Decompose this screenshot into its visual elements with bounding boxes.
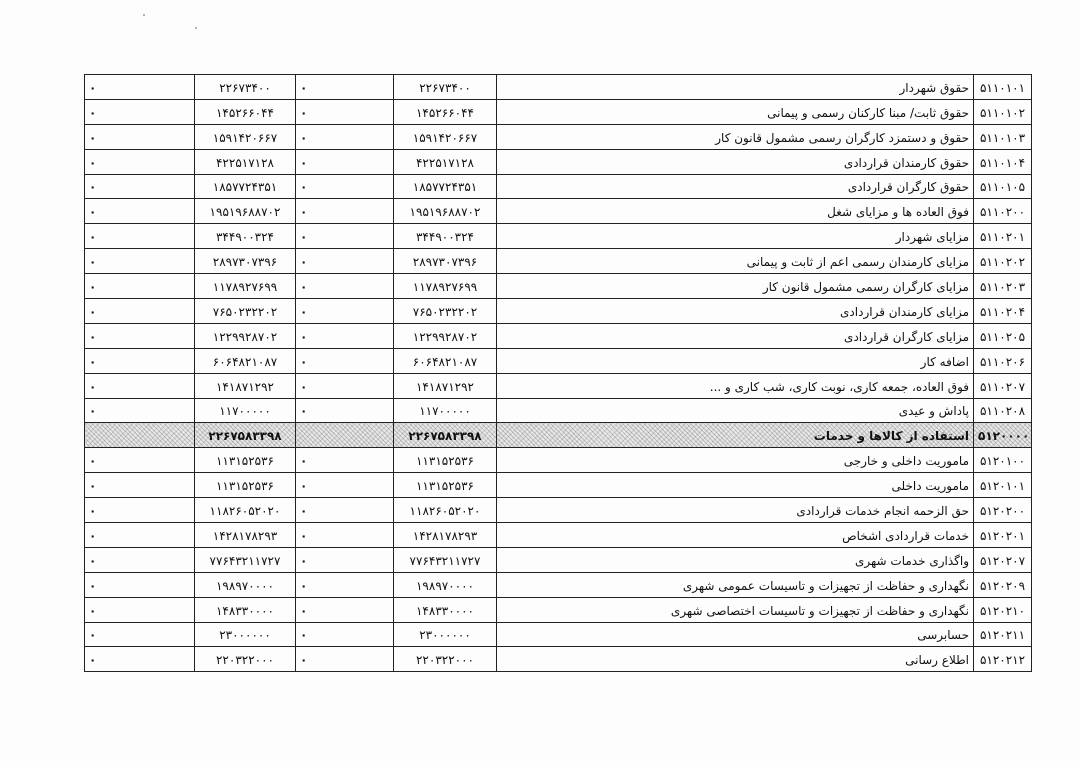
zero-value-cell: ۰ xyxy=(296,274,394,299)
zero-value-cell: ۰ xyxy=(85,348,195,373)
ledger-row xyxy=(85,299,1032,324)
ledger-row xyxy=(85,124,1032,149)
amount-cell: ۱۹۸۹۷۰۰۰۰ xyxy=(394,572,497,597)
account-code-cell: ۵۱۲۰۲۰۹ xyxy=(974,572,1032,597)
description-cell: حسابرسی xyxy=(497,622,974,647)
description-cell: خدمات قراردادی اشخاص xyxy=(497,523,974,548)
account-code-cell: ۵۱۱۰۱۰۲ xyxy=(974,99,1032,124)
zero-value-cell: ۰ xyxy=(296,373,394,398)
description-cell: حق الزحمه انجام خدمات قراردادی xyxy=(497,498,974,523)
amount-cell: ۶۰۶۴۸۲۱۰۸۷ xyxy=(394,348,497,373)
amount-cell: ۱۱۳۱۵۲۵۳۶ xyxy=(394,473,497,498)
amount-cell: ۱۱۸۲۶۰۵۲۰۲۰ xyxy=(195,498,296,523)
account-code-cell: ۵۱۱۰۲۰۴ xyxy=(974,299,1032,324)
amount-cell: ۷۷۶۴۳۲۱۱۷۲۷ xyxy=(195,547,296,572)
zero-value-cell: ۰ xyxy=(296,174,394,199)
amount-cell: ۱۸۵۷۷۲۴۳۵۱ xyxy=(394,174,497,199)
zero-value-cell: ۰ xyxy=(296,448,394,473)
amount-cell: ۱۱۳۱۵۲۵۳۶ xyxy=(195,448,296,473)
account-code-cell: ۵۱۲۰۲۰۷ xyxy=(974,547,1032,572)
amount-cell: ۱۴۵۲۶۶۰۴۴ xyxy=(394,99,497,124)
amount-cell: ۱۸۵۷۷۲۴۳۵۱ xyxy=(195,174,296,199)
amount-cell: ۱۱۸۲۶۰۵۲۰۲۰ xyxy=(394,498,497,523)
account-code-cell: ۵۱۱۰۱۰۳ xyxy=(974,124,1032,149)
zero-value-cell: ۰ xyxy=(85,224,195,249)
zero-value-cell: ۰ xyxy=(296,348,394,373)
description-cell: حقوق کارمندان قراردادی xyxy=(497,149,974,174)
ledger-row xyxy=(85,199,1032,224)
ledger-row-subtotal xyxy=(85,423,1032,448)
amount-cell: ۱۹۵۱۹۶۸۸۷۰۲ xyxy=(394,199,497,224)
amount-cell: ۲۲۶۷۳۴۰۰ xyxy=(394,75,497,100)
ledger-row xyxy=(85,149,1032,174)
amount-cell: ۶۰۶۴۸۲۱۰۸۷ xyxy=(195,348,296,373)
ledger-row xyxy=(85,373,1032,398)
account-code-cell: ۵۱۱۰۱۰۴ xyxy=(974,149,1032,174)
account-code-cell: ۵۱۲۰۲۱۰ xyxy=(974,597,1032,622)
description-cell: ماموریت داخلی xyxy=(497,473,974,498)
zero-value-cell: ۰ xyxy=(85,498,195,523)
zero-value-cell: ۰ xyxy=(296,323,394,348)
description-cell: مزایای کارگران قراردادی xyxy=(497,323,974,348)
description-cell: نگهداری و حفاظت از تجهیزات و تاسیسات عمومی شهری xyxy=(497,572,974,597)
account-code-cell: ۵۱۲۰۱۰۰ xyxy=(974,448,1032,473)
description-cell: فوق العاده ها و مزایای شغل xyxy=(497,199,974,224)
description-cell: اطلاع رسانی xyxy=(497,647,974,672)
ledger-row xyxy=(85,174,1032,199)
ledger-row xyxy=(85,274,1032,299)
amount-cell: ۱۴۵۲۶۶۰۴۴ xyxy=(195,99,296,124)
zero-value-cell: ۰ xyxy=(85,398,195,423)
zero-value-cell: ۰ xyxy=(85,448,195,473)
amount-cell: ۲۳۰۰۰۰۰۰ xyxy=(195,622,296,647)
amount-cell: ۴۲۲۵۱۷۱۲۸ xyxy=(394,149,497,174)
amount-cell: ۲۸۹۷۳۰۷۳۹۶ xyxy=(195,249,296,274)
account-code-cell: ۵۱۲۰۲۰۰ xyxy=(974,498,1032,523)
amount-cell: ۱۴۱۸۷۱۲۹۲ xyxy=(195,373,296,398)
amount-cell: ۲۲۶۷۵۸۳۳۹۸ xyxy=(394,423,497,448)
ledger-row xyxy=(85,498,1032,523)
zero-value-cell: ۰ xyxy=(85,597,195,622)
amount-cell: ۱۲۲۹۹۲۸۷۰۲ xyxy=(195,323,296,348)
account-code-cell: ۵۱۱۰۲۰۷ xyxy=(974,373,1032,398)
amount-cell: ۲۲۰۳۲۲۰۰۰ xyxy=(394,647,497,672)
account-code-cell: ۵۱۲۰۲۱۲ xyxy=(974,647,1032,672)
account-code-cell: ۵۱۲۰۱۰۱ xyxy=(974,473,1032,498)
amount-cell: ۲۲۶۷۵۸۳۳۹۸ xyxy=(195,423,296,448)
amount-cell: ۱۱۳۱۵۲۵۳۶ xyxy=(195,473,296,498)
ledger-body xyxy=(85,75,1032,672)
amount-cell: ۲۲۰۳۲۲۰۰۰ xyxy=(195,647,296,672)
account-code-cell: ۵۱۱۰۲۰۲ xyxy=(974,249,1032,274)
amount-cell: ۲۲۶۷۳۴۰۰ xyxy=(195,75,296,100)
description-cell: حقوق و دستمزد کارگران رسمی مشمول قانون کار xyxy=(497,124,974,149)
description-cell: واگذاری خدمات شهری xyxy=(497,547,974,572)
amount-cell: ۱۵۹۱۴۲۰۶۶۷ xyxy=(394,124,497,149)
ledger-row xyxy=(85,473,1032,498)
ledger-row xyxy=(85,398,1032,423)
zero-value-cell: ۰ xyxy=(296,597,394,622)
amount-cell: ۱۴۲۸۱۷۸۲۹۳ xyxy=(394,523,497,548)
zero-value-cell: ۰ xyxy=(85,249,195,274)
zero-value-cell: ۰ xyxy=(296,99,394,124)
amount-cell: ۱۱۷۸۹۲۷۶۹۹ xyxy=(394,274,497,299)
ledger-row xyxy=(85,547,1032,572)
ledger-row xyxy=(85,99,1032,124)
account-code-cell: ۵۱۱۰۱۰۵ xyxy=(974,174,1032,199)
amount-cell: ۱۴۸۳۳۰۰۰۰ xyxy=(394,597,497,622)
amount-cell: ۳۴۴۹۰۰۳۲۴ xyxy=(195,224,296,249)
description-cell: حقوق کارگران قراردادی xyxy=(497,174,974,199)
zero-value-cell: ۰ xyxy=(85,199,195,224)
zero-value-cell: ۰ xyxy=(296,523,394,548)
amount-cell: ۱۱۳۱۵۲۵۳۶ xyxy=(394,448,497,473)
amount-cell: ۱۵۹۱۴۲۰۶۶۷ xyxy=(195,124,296,149)
amount-cell: ۱۹۸۹۷۰۰۰۰ xyxy=(195,572,296,597)
zero-value-cell: ۰ xyxy=(296,473,394,498)
description-cell: ماموریت داخلی و خارجی xyxy=(497,448,974,473)
zero-value-cell: ۰ xyxy=(296,572,394,597)
zero-value-cell xyxy=(296,423,394,448)
description-cell: حقوق شهردار xyxy=(497,75,974,100)
account-code-cell: ۵۱۲۰۲۱۱ xyxy=(974,622,1032,647)
amount-cell: ۱۴۸۳۳۰۰۰۰ xyxy=(195,597,296,622)
ledger-row xyxy=(85,224,1032,249)
zero-value-cell: ۰ xyxy=(85,473,195,498)
zero-value-cell: ۰ xyxy=(85,174,195,199)
amount-cell: ۳۴۴۹۰۰۳۲۴ xyxy=(394,224,497,249)
ledger-row xyxy=(85,348,1032,373)
zero-value-cell: ۰ xyxy=(296,249,394,274)
amount-cell: ۱۹۵۱۹۶۸۸۷۰۲ xyxy=(195,199,296,224)
ledger-row xyxy=(85,523,1032,548)
amount-cell: ۱۴۱۸۷۱۲۹۲ xyxy=(394,373,497,398)
description-cell: مزایای کارگران رسمی مشمول قانون کار xyxy=(497,274,974,299)
description-cell: مزایای کارمندان رسمی اعم از ثابت و پیمانی xyxy=(497,249,974,274)
zero-value-cell: ۰ xyxy=(296,149,394,174)
zero-value-cell: ۰ xyxy=(296,398,394,423)
ledger-row xyxy=(85,448,1032,473)
amount-cell: ۱۱۷۰۰۰۰۰ xyxy=(195,398,296,423)
account-code-cell: ۵۱۱۰۲۰۵ xyxy=(974,323,1032,348)
zero-value-cell: ۰ xyxy=(85,323,195,348)
zero-value-cell: ۰ xyxy=(85,647,195,672)
description-cell: استفاده از کالاها و خدمات xyxy=(497,423,974,448)
amount-cell: ۷۶۵۰۲۳۲۲۰۲ xyxy=(195,299,296,324)
zero-value-cell: ۰ xyxy=(296,498,394,523)
zero-value-cell: ۰ xyxy=(296,622,394,647)
zero-value-cell: ۰ xyxy=(85,373,195,398)
ledger-row xyxy=(85,647,1032,672)
zero-value-cell: ۰ xyxy=(85,274,195,299)
zero-value-cell: ۰ xyxy=(296,75,394,100)
zero-value-cell: ۰ xyxy=(296,547,394,572)
scan-speck xyxy=(143,14,145,16)
description-cell: نگهداری و حفاظت از تجهیزات و تاسیسات اختصاصی شهری xyxy=(497,597,974,622)
ledger-row xyxy=(85,572,1032,597)
description-cell: اضافه کار xyxy=(497,348,974,373)
amount-cell: ۷۷۶۴۳۲۱۱۷۲۷ xyxy=(394,547,497,572)
zero-value-cell: ۰ xyxy=(296,199,394,224)
ledger-row xyxy=(85,323,1032,348)
amount-cell: ۱۱۷۰۰۰۰۰ xyxy=(394,398,497,423)
ledger-row xyxy=(85,597,1032,622)
amount-cell: ۱۱۷۸۹۲۷۶۹۹ xyxy=(195,274,296,299)
amount-cell: ۷۶۵۰۲۳۲۲۰۲ xyxy=(394,299,497,324)
amount-cell: ۲۸۹۷۳۰۷۳۹۶ xyxy=(394,249,497,274)
zero-value-cell xyxy=(85,423,195,448)
zero-value-cell: ۰ xyxy=(85,622,195,647)
description-cell: فوق العاده، جمعه کاری، نوبت کاری، شب کاری و ... xyxy=(497,373,974,398)
account-code-cell: ۵۱۱۰۱۰۱ xyxy=(974,75,1032,100)
zero-value-cell: ۰ xyxy=(85,75,195,100)
description-cell: مزایای کارمندان قراردادی xyxy=(497,299,974,324)
account-code-cell: ۵۱۱۰۲۰۰ xyxy=(974,199,1032,224)
zero-value-cell: ۰ xyxy=(85,523,195,548)
zero-value-cell: ۰ xyxy=(296,124,394,149)
description-cell: مزایای شهردار xyxy=(497,224,974,249)
ledger-row xyxy=(85,75,1032,100)
ledger-row xyxy=(85,249,1032,274)
zero-value-cell: ۰ xyxy=(85,99,195,124)
description-cell: پاداش و عیدی xyxy=(497,398,974,423)
zero-value-cell: ۰ xyxy=(296,647,394,672)
budget-ledger-table xyxy=(84,74,1032,672)
account-code-cell: ۵۱۱۰۲۰۱ xyxy=(974,224,1032,249)
zero-value-cell: ۰ xyxy=(296,224,394,249)
scan-speck xyxy=(195,27,197,29)
zero-value-cell: ۰ xyxy=(85,299,195,324)
amount-cell: ۱۲۲۹۹۲۸۷۰۲ xyxy=(394,323,497,348)
amount-cell: ۴۲۲۵۱۷۱۲۸ xyxy=(195,149,296,174)
zero-value-cell: ۰ xyxy=(85,547,195,572)
amount-cell: ۲۳۰۰۰۰۰۰ xyxy=(394,622,497,647)
zero-value-cell: ۰ xyxy=(296,299,394,324)
zero-value-cell: ۰ xyxy=(85,572,195,597)
account-code-cell: ۵۱۲۰۲۰۱ xyxy=(974,523,1032,548)
account-code-cell: ۵۱۱۰۲۰۳ xyxy=(974,274,1032,299)
zero-value-cell: ۰ xyxy=(85,124,195,149)
account-code-cell: ۵۱۱۰۲۰۸ xyxy=(974,398,1032,423)
description-cell: حقوق ثابت/ مبنا کارکنان رسمی و پیمانی xyxy=(497,99,974,124)
account-code-cell: ۵۱۲۰۰۰۰ xyxy=(974,423,1032,448)
account-code-cell: ۵۱۱۰۲۰۶ xyxy=(974,348,1032,373)
amount-cell: ۱۴۲۸۱۷۸۲۹۳ xyxy=(195,523,296,548)
ledger-row xyxy=(85,622,1032,647)
zero-value-cell: ۰ xyxy=(85,149,195,174)
